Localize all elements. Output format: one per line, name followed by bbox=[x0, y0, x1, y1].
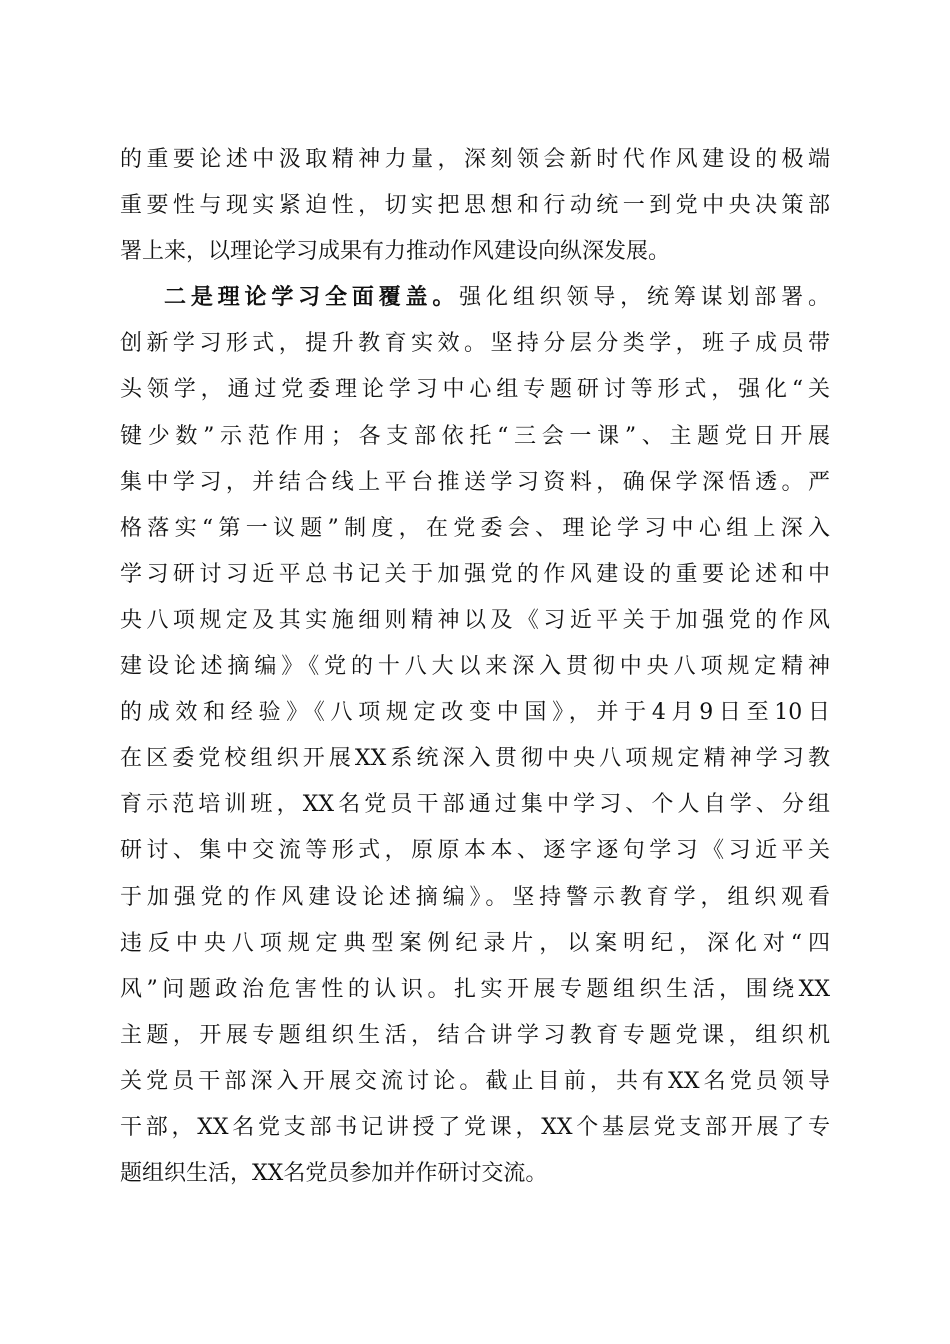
paragraph-2-line: 育示范培训班，XX名党员干部通过集中学习、个人自学、分组 bbox=[120, 792, 830, 818]
paragraph-2-line: 干部，XX名党支部书记讲授了党课，XX个基层党支部开展了专 bbox=[120, 1114, 830, 1140]
paragraph-2-lead-heading: 二是理论学习全面覆盖。 bbox=[164, 285, 460, 311]
paragraph-1 bbox=[120, 137, 830, 275]
paragraph-1-line: 的重要论述中汲取精神力量，深刻领会新时代作风建设的极端 bbox=[120, 147, 830, 172]
paragraph-2-line: 头领学，通过党委理论学习中心组专题研讨等形式，强化“关 bbox=[120, 377, 830, 403]
paragraph-2-line: 建设论述摘编》《党的十八大以来深入贯彻中央八项规定精神 bbox=[120, 654, 830, 680]
paragraph-2-first-line bbox=[120, 275, 830, 321]
paragraph-2-line: 关党员干部深入开展交流讨论。截止目前，共有XX名党员领导 bbox=[120, 1068, 830, 1094]
paragraph-2-line: 创新学习形式，提升教育实效。坚持分层分类学，班子成员带 bbox=[120, 331, 830, 357]
paragraph-2-line: 键少数”示范作用；各支部依托“三会一课”、主题党日开展 bbox=[120, 423, 830, 449]
paragraph-2-line: 违反中央八项规定典型案例纪录片，以案明纪，深化对“四 bbox=[120, 930, 830, 956]
paragraph-2-line: 集中学习，并结合线上平台推送学习资料，确保学深悟透。严 bbox=[120, 469, 830, 495]
document-body bbox=[120, 137, 830, 1197]
paragraph-2-line: 风”问题政治危害性的认识。扎实开展专题组织生活，围绕XX bbox=[120, 976, 830, 1002]
paragraph-1-line: 署上来，以理论学习成果有力推动作风建设向纵深发展。 bbox=[120, 239, 671, 265]
paragraph-2-line: 学习研讨习近平总书记关于加强党的作风建设的重要论述和中 bbox=[120, 561, 830, 587]
paragraph-2-line: 央八项规定及其实施细则精神以及《习近平关于加强党的作风 bbox=[120, 607, 830, 633]
paragraph-2-line: 格落实“第一议题”制度，在党委会、理论学习中心组上深入 bbox=[120, 515, 830, 541]
paragraph-2-line: 于加强党的作风建设论述摘编》。坚持警示教育学，组织观看 bbox=[120, 884, 830, 910]
paragraph-2-first-line-text: 强化组织领导，统筹谋划部署。 bbox=[459, 285, 830, 311]
paragraph-1-line: 重要性与现实紧迫性，切实把思想和行动统一到党中央决策部 bbox=[120, 193, 830, 219]
paragraph-2-line: 的成效和经验》《八项规定改变中国》，并于4月9日至10日 bbox=[120, 700, 830, 726]
paragraph-2-line: 主题，开展专题组织生活，结合讲学习教育专题党课，组织机 bbox=[120, 1022, 830, 1048]
paragraph-2-line: 在区委党校组织开展XX系统深入贯彻中央八项规定精神学习教 bbox=[120, 746, 830, 772]
paragraph-2-line: 研讨、集中交流等形式，原原本本、逐字逐句学习《习近平关 bbox=[120, 838, 830, 864]
paragraph-2-line: 题组织生活，XX名党员参加并作研讨交流。 bbox=[120, 1161, 548, 1187]
paragraph-2 bbox=[120, 275, 830, 1197]
